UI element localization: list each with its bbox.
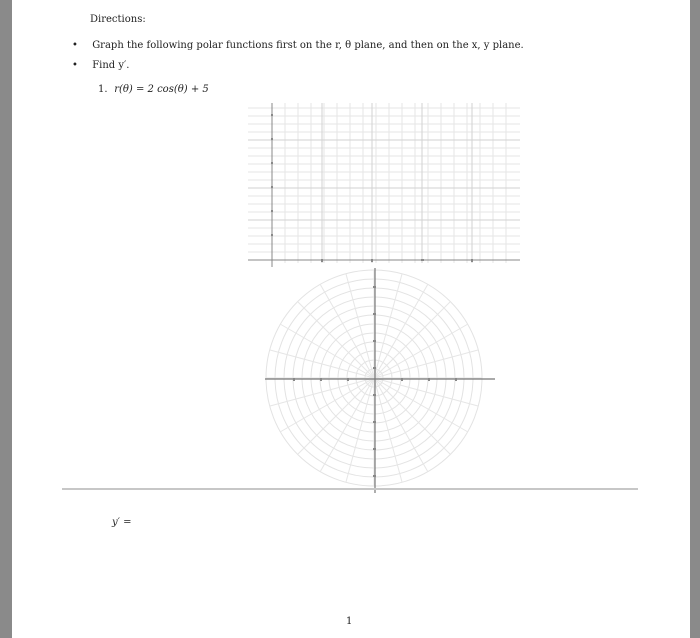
- bullet-text: Find y′.: [92, 60, 130, 71]
- problem-number: 1.: [98, 84, 108, 95]
- polar-rays: [266, 270, 482, 486]
- bullet-item-graph: [72, 40, 524, 51]
- bullet-icon: •: [72, 60, 78, 71]
- bullet-icon: •: [72, 40, 78, 51]
- r-theta-plane-grid[interactable]: [248, 103, 520, 268]
- problem-1: [98, 84, 209, 95]
- rect-grid-major-lines: [248, 103, 520, 263]
- xy-polar-plane-grid[interactable]: [265, 268, 495, 493]
- section-divider: [62, 488, 638, 490]
- page-number: 1: [346, 616, 353, 627]
- directions-heading: Directions:: [90, 14, 146, 25]
- document-page: [12, 0, 690, 638]
- rect-grid-lines: [248, 103, 520, 263]
- answer-label: y′ =: [112, 517, 132, 528]
- problem-expression: r(θ) = 2 cos(θ) + 5: [114, 84, 209, 95]
- bullet-item-find: [72, 60, 129, 71]
- bullet-text: Graph the following polar functions first on the r, θ plane, and then on the x, y plane.: [92, 40, 524, 51]
